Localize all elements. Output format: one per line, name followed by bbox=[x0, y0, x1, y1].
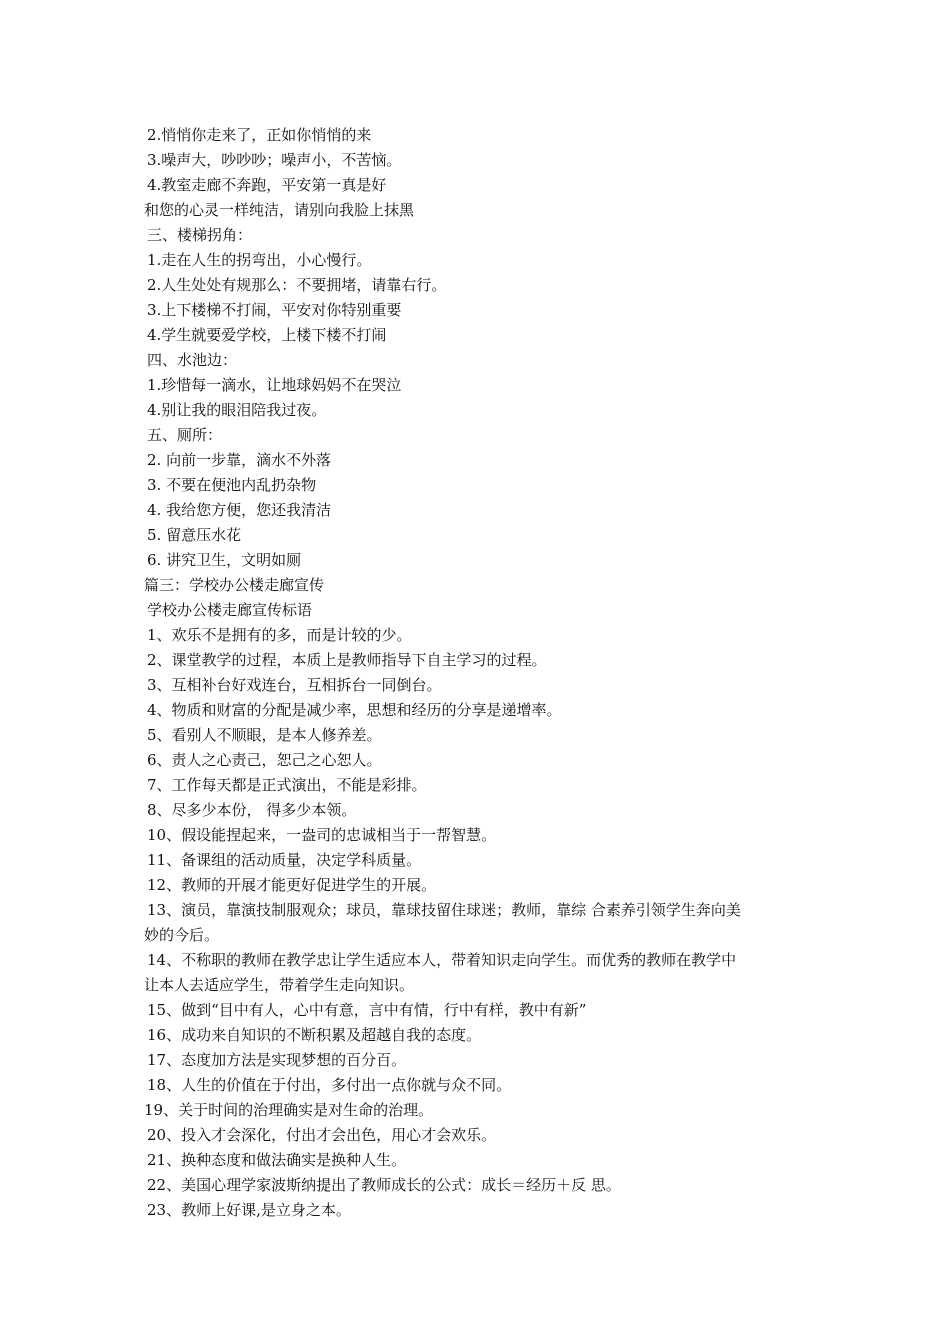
text-line: 4. 我给您方便，您还我清洁 bbox=[147, 501, 332, 519]
text-line: 5、看别人不顺眼，是本人修养差。 bbox=[147, 726, 382, 744]
text-line: 四、水池边： bbox=[147, 351, 238, 369]
text-line: 三、楼梯拐角： bbox=[147, 226, 253, 244]
text-line: 2、课堂教学的过程，本质上是教师指导下自主学习的过程。 bbox=[147, 651, 547, 669]
text-line: 4、物质和财富的分配是减少率，思想和经历的分享是递增率。 bbox=[147, 701, 562, 719]
text-line: 20、投入才会深化，付出才会出色，用心才会欢乐。 bbox=[147, 1126, 497, 1144]
text-line: 22、美国心理学家波斯纳提出了教师成长的公式：成长＝经历＋反 思。 bbox=[147, 1176, 621, 1194]
text-line: 8、尽多少本份， 得多少本领。 bbox=[147, 801, 357, 819]
text-line: 21、换种态度和做法确实是换种人生。 bbox=[147, 1151, 407, 1169]
text-line: 3.上下楼梯不打闹，平安对你特别重要 bbox=[147, 301, 402, 319]
text-line: 学校办公楼走廊宣传标语 bbox=[147, 601, 313, 619]
text-line: 让本人去适应学生，带着学生走向知识。 bbox=[144, 976, 415, 994]
text-line: 和您的心灵一样纯洁，请别向我脸上抹黑 bbox=[144, 201, 415, 219]
text-line: 3. 不要在便池内乱扔杂物 bbox=[147, 476, 317, 494]
text-line: 3.噪声大，吵吵吵；噪声小，不苦恼。 bbox=[147, 151, 402, 169]
text-line: 19、关于时间的治理确实是对生命的治理。 bbox=[144, 1101, 434, 1119]
document-body bbox=[144, 123, 814, 1223]
text-line: 18、人生的价值在于付出，多付出一点你就与众不同。 bbox=[147, 1076, 512, 1094]
text-line: 23、教师上好课,是立身之本。 bbox=[147, 1201, 351, 1219]
text-line: 12、教师的开展才能更好促进学生的开展。 bbox=[147, 876, 437, 894]
text-line: 4.别让我的眼泪陪我过夜。 bbox=[147, 401, 327, 419]
text-line: 篇三：学校办公楼走廊宣传 bbox=[144, 576, 325, 594]
text-line: 11、备课组的活动质量，决定学科质量。 bbox=[147, 851, 422, 869]
text-line: 2.人生处处有规那么：不要拥堵，请靠右行。 bbox=[147, 276, 447, 294]
text-line: 6. 讲究卫生，文明如厕 bbox=[147, 551, 302, 569]
text-line: 16、成功来自知识的不断积累及超越自我的态度。 bbox=[147, 1026, 482, 1044]
text-line: 妙的今后。 bbox=[144, 926, 220, 944]
text-line: 10、假设能捏起来，一盎司的忠诚相当于一帮智慧。 bbox=[147, 826, 497, 844]
text-line: 5. 留意压水花 bbox=[147, 526, 242, 544]
text-line: 3、互相补台好戏连台，互相拆台一同倒台。 bbox=[147, 676, 442, 694]
text-line: 1.走在人生的拐弯出，小心慢行。 bbox=[147, 251, 372, 269]
text-line: 15、做到“目中有人，心中有意，言中有情，行中有样，教中有新” bbox=[147, 1001, 587, 1019]
text-line: 五、厕所： bbox=[147, 426, 223, 444]
text-line: 14、不称职的教师在教学忠让学生适应本人，带着知识走向学生。而优秀的教师在教学中 bbox=[147, 951, 737, 969]
text-line: 1、欢乐不是拥有的多，而是计较的少。 bbox=[147, 626, 412, 644]
text-line: 4.学生就要爱学校，上楼下楼不打闹 bbox=[147, 326, 387, 344]
text-line: 2. 向前一步靠，滴水不外落 bbox=[147, 451, 332, 469]
text-line: 6、责人之心责己，恕己之心恕人。 bbox=[147, 751, 382, 769]
text-line: 7、工作每天都是正式演出，不能是彩排。 bbox=[147, 776, 427, 794]
text-line: 2.悄悄你走来了，正如你悄悄的来 bbox=[147, 126, 372, 144]
text-line: 4.教室走廊不奔跑，平安第一真是好 bbox=[147, 176, 387, 194]
text-line: 17、态度加方法是实现梦想的百分百。 bbox=[147, 1051, 407, 1069]
text-line: 13、演员，靠演技制服观众；球员，靠球技留住球迷；教师，靠综 合素养引领学生奔向美 bbox=[147, 901, 741, 919]
text-line: 1.珍惜每一滴水，让地球妈妈不在哭泣 bbox=[147, 376, 402, 394]
